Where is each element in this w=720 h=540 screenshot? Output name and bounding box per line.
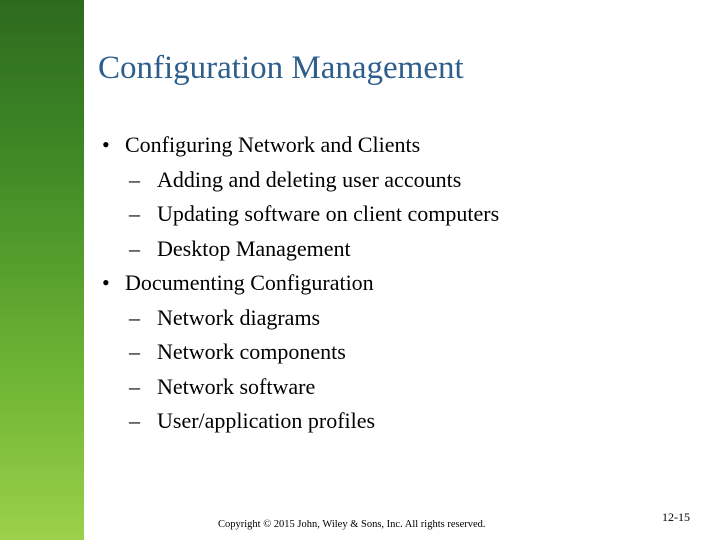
- bullet-item: [102, 128, 499, 266]
- sub-list: [102, 163, 499, 267]
- sub-list: [102, 301, 499, 439]
- dash-icon: –: [129, 166, 140, 192]
- bullet-item: [102, 266, 499, 439]
- sub-item: [102, 335, 499, 370]
- sub-item: [102, 163, 499, 198]
- dash-icon: –: [129, 408, 140, 433]
- dash-icon: –: [129, 235, 140, 261]
- bullet-list: [102, 128, 499, 439]
- dash-icon: –: [129, 339, 140, 364]
- bullet-dot-icon: •: [102, 270, 110, 295]
- sub-item: [102, 197, 499, 232]
- dash-icon: –: [129, 201, 140, 226]
- sub-item-text: Desktop Management: [157, 235, 351, 261]
- dash-icon: –: [129, 304, 140, 330]
- bullet-text: Configuring Network and Clients: [125, 132, 421, 157]
- sub-item-text: Adding and deleting user accounts: [157, 166, 462, 192]
- bullet-line: [102, 128, 499, 163]
- page-number: 12-15: [662, 510, 690, 524]
- sub-item-text: Network components: [157, 339, 346, 364]
- sub-item-text: Network diagrams: [157, 304, 321, 330]
- sub-item-text: Updating software on client computers: [157, 201, 500, 226]
- bullet-dot-icon: •: [102, 132, 110, 157]
- sub-item: [102, 370, 499, 405]
- sub-item: [102, 232, 499, 267]
- sub-item: [102, 301, 499, 336]
- copyright-notice: Copyright © 2015 John, Wiley & Sons, Inc. All rights reserved.: [218, 519, 486, 530]
- slide-title: Configuration Management: [98, 50, 464, 86]
- dash-icon: –: [129, 373, 140, 399]
- sub-item-text: User/application profiles: [157, 408, 376, 433]
- sub-item-text: Network software: [157, 373, 316, 399]
- sub-item: [102, 404, 499, 439]
- bullet-line: [102, 266, 499, 301]
- bullet-text: Documenting Configuration: [125, 270, 374, 295]
- green-sidebar: [0, 0, 84, 540]
